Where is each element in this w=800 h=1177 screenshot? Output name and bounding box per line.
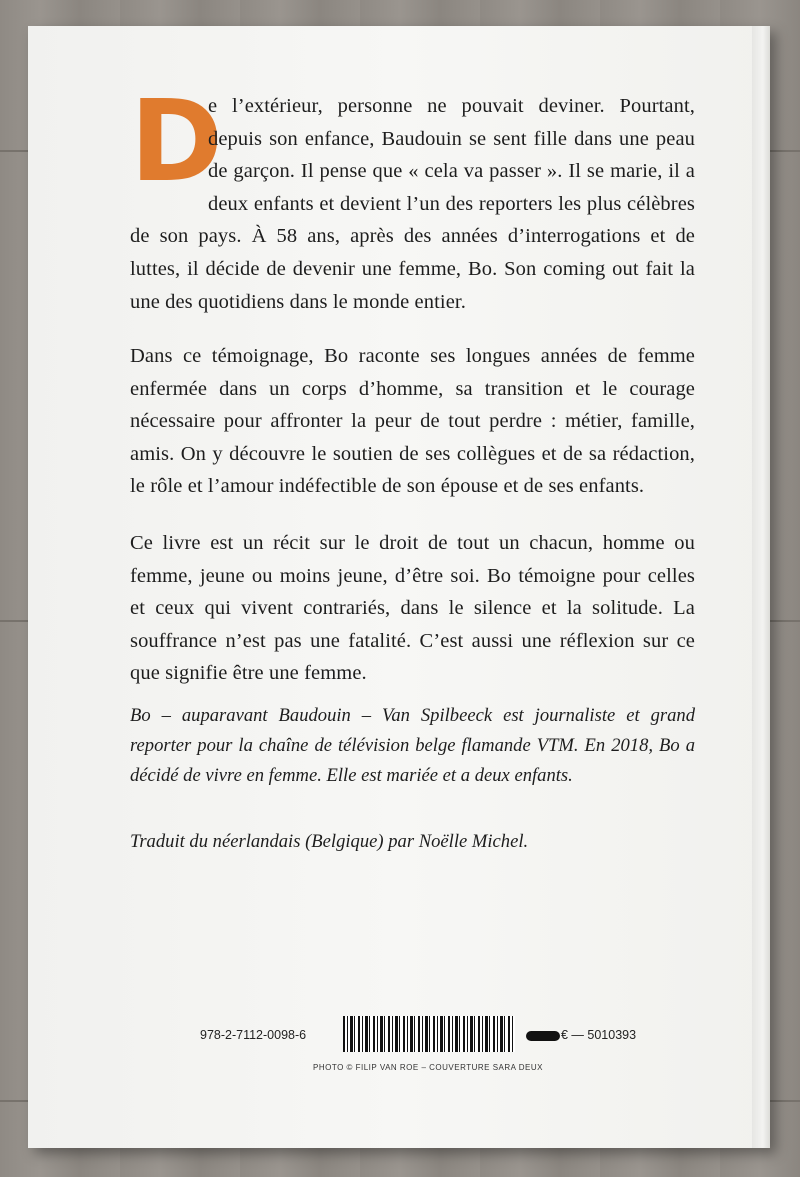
blurb-paragraph-2: Dans ce témoignage, Bo raconte ses longues années de femme enfermée dans un corps d’homme, sa transition et le courage nécessaire pour affronter la peur de tout perdre : métier, famille, amis. On y découvre le soutien de ses collègues et de sa rédaction, le rôle et l’amour indéfectible de son épouse et de ses enfants. (130, 345, 695, 498)
blurb-paragraph-1 (130, 77, 695, 318)
translator-credit: Traduit du néerlandais (Belgique) par Noëlle Michel. (130, 831, 529, 852)
barcode-icon (343, 1016, 515, 1052)
dropcap-letter: D (130, 77, 219, 207)
blurb-paragraph-3: Ce livre est un récit sur le droit de tout un chacun, homme ou femme, jeune ou moins jeune, d’être soi. Bo témoigne pour celles et ceux qui vivent contrariés, dans le silence et la solitude. La souffrance n’est pas une fatalité. C’est aussi une réflexion sur ce que signifie être une femme. (130, 532, 695, 685)
redacted-price-mark (526, 1031, 560, 1041)
book-back-cover (28, 26, 770, 1148)
price-code-text: € — 5010393 (561, 1028, 637, 1042)
price-code (526, 1028, 636, 1042)
isbn-number: 978-2-7112-0098-6 (200, 1028, 307, 1042)
blurb-paragraph-1-text: e l’extérieur, personne ne pouvait deviner. Pourtant, depuis son enfance, Baudouin se sent fille dans une peau de garçon. Il pense que « cela va passer ». Il se marie, il a deux enfants et devient l’un des reporters les plus célèbres de son pays. À 58 ans, après des années d’interrogations et de luttes, il décide de devenir une femme, Bo. Son coming out fait la une des quotidiens dans le monde entier. (130, 95, 695, 313)
barcode-area (178, 994, 678, 1058)
page-edge (752, 26, 770, 1148)
author-bio: Bo – auparavant Baudouin – Van Spilbeeck est journaliste et grand reporter pour la chaîne de télévision belge flamande VTM. En 2018, Bo a décidé de vivre en femme. Elle est mariée et a deux enfants. (130, 705, 695, 786)
cover-credits: PHOTO © FILIP VAN ROE – COUVERTURE SARA DEUX (312, 1063, 544, 1072)
